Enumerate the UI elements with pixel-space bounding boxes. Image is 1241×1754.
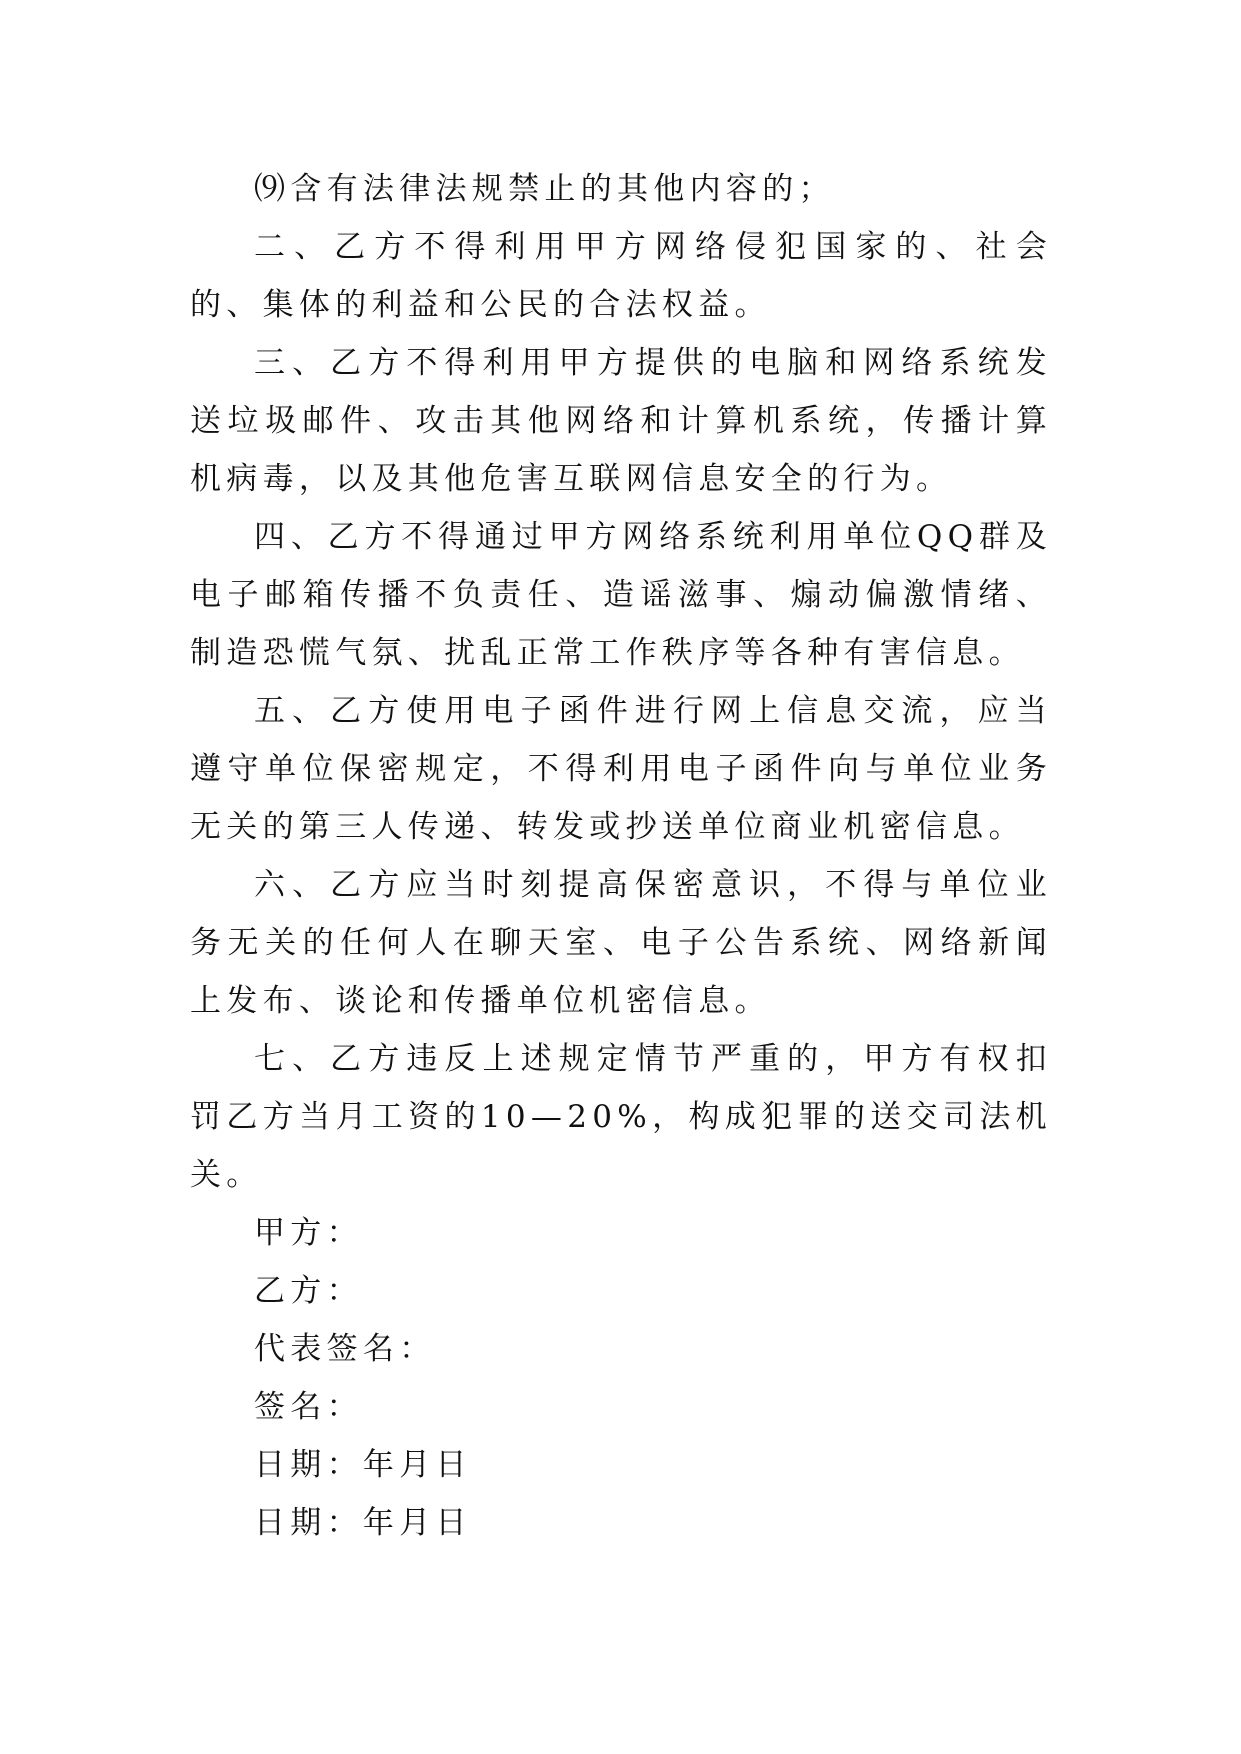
signature-line: 签名： [254,1389,363,1425]
paragraph-clause-4: 四、乙方不得通过甲方网络系统利用单位QQ群及电子邮箱传播不负责任、造谣滋事、煽动偏激情绪、制造恐慌气氛、扰乱正常工作秩序等各种有害信息。 [190,519,1052,671]
paragraph-item-9: ⑼含有法律法规禁止的其他内容的； [254,171,835,207]
signature-block [190,1204,1052,1552]
date-line-a: 日期：年月日 [254,1447,472,1483]
document-page [190,160,1052,1552]
party-b-line: 乙方： [254,1273,363,1309]
party-a-line: 甲方： [254,1215,363,1251]
representative-signature-line: 代表签名： [254,1331,436,1367]
date-line-b: 日期：年月日 [254,1505,472,1541]
paragraph-clause-7: 七、乙方违反上述规定情节严重的，甲方有权扣罚乙方当月工资的10—20%，构成犯罪的送交司法机关。 [190,1041,1052,1193]
paragraph-clause-2: 二、乙方不得利用甲方网络侵犯国家的、社会的、集体的利益和公民的合法权益。 [190,229,1052,323]
paragraph-clause-5: 五、乙方使用电子函件进行网上信息交流，应当遵守单位保密规定，不得利用电子函件向与单位业务无关的第三人传递、转发或抄送单位商业机密信息。 [190,693,1052,845]
paragraph-clause-6: 六、乙方应当时刻提高保密意识，不得与单位业务无关的任何人在聊天室、电子公告系统、网络新闻上发布、谈论和传播单位机密信息。 [190,867,1052,1019]
paragraph-clause-3: 三、乙方不得利用甲方提供的电脑和网络系统发送垃圾邮件、攻击其他网络和计算机系统，传播计算机病毒，以及其他危害互联网信息安全的行为。 [190,345,1052,497]
